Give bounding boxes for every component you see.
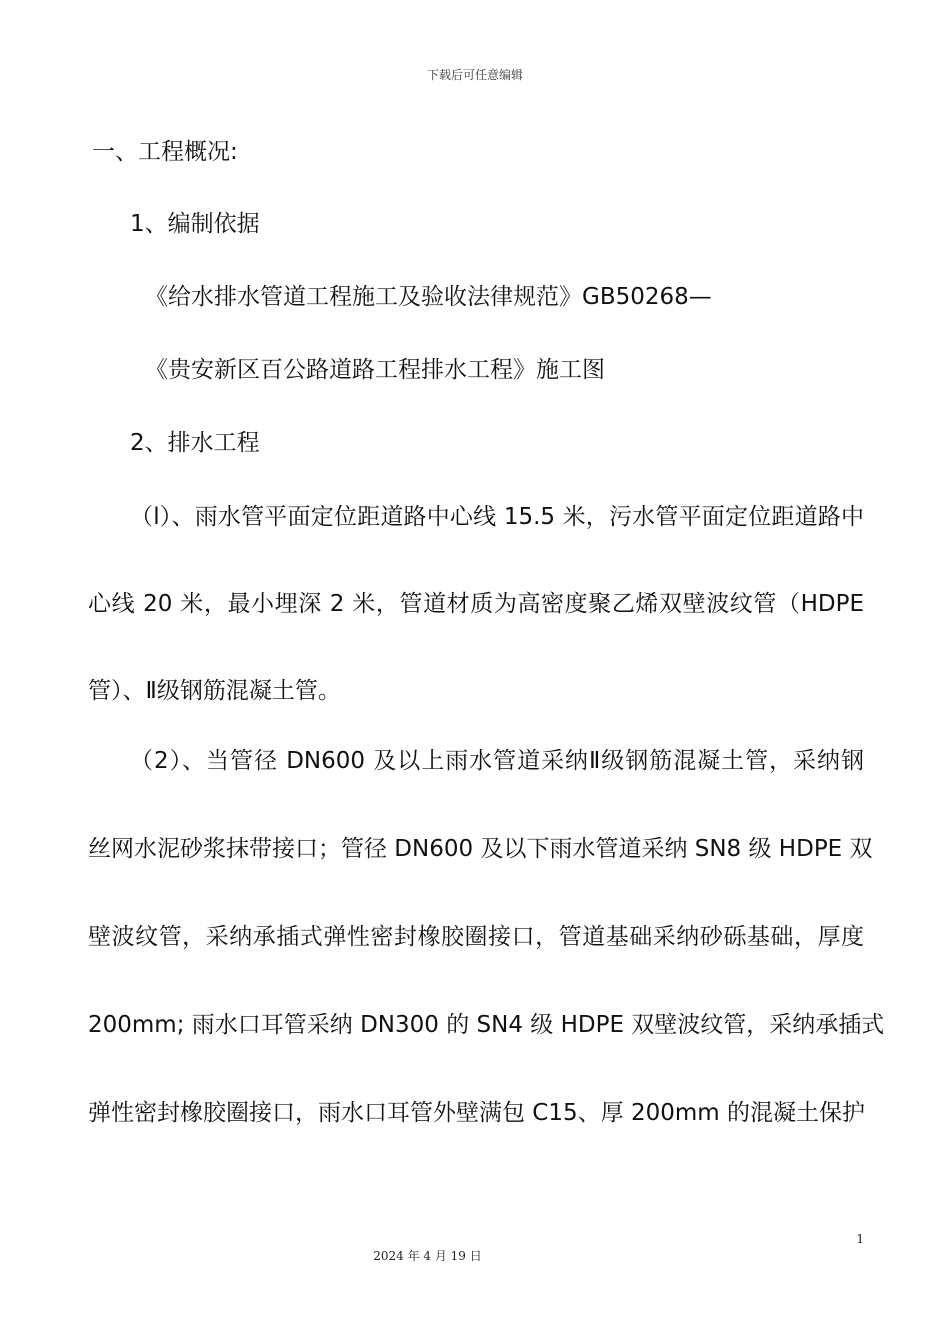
- paragraph-line: （l）、雨水管平面定位距道路中心线 15.5 米，污水管平面定位距道路中: [130, 504, 864, 530]
- reference-item: 《贵安新区百公路道路工程排水工程》施工图: [145, 357, 605, 383]
- paragraph-line: 弹性密封橡胶圈接口，雨水口耳管外壁满包 C15、厚 200mm 的混凝土保护: [88, 1100, 865, 1126]
- paragraph-line: 壁波纹管，采纳承插式弹性密封橡胶圈接口，管道基础采纳砂砾基础，厚度: [88, 924, 864, 950]
- paragraph-line: 心线 20 米，最小埋深 2 米，管道材质为高密度聚乙烯双壁波纹管（HDPE: [88, 591, 864, 617]
- paragraph-line: 管）、Ⅱ级钢筋混凝土管。: [88, 678, 341, 704]
- page-number: 1: [856, 1232, 864, 1246]
- paragraph-line: （2）、当管径 DN600 及以上雨水管道采纳Ⅱ级钢筋混凝土管，采纳钢: [130, 748, 864, 774]
- paragraph-line: 200mm; 雨水口耳管采纳 DN300 的 SN4 级 HDPE 双壁波纹管，采纳承插式: [88, 1012, 885, 1038]
- subsection-heading: 1、编制依据: [130, 211, 260, 237]
- section-heading: 一、工程概况:: [92, 139, 238, 165]
- reference-item: 《给水排水管道工程施工及验收法律规范》GB50268—: [145, 284, 712, 310]
- paragraph-line: 丝网水泥砂浆抹带接口；管径 DN600 及以下雨水管道采纳 SN8 级 HDPE 双: [88, 836, 873, 862]
- footer-date: 2024 年 4 月 19 日: [373, 1249, 482, 1263]
- subsection-heading: 2、排水工程: [130, 430, 260, 456]
- page-header: 下载后可任意编辑: [426, 68, 523, 82]
